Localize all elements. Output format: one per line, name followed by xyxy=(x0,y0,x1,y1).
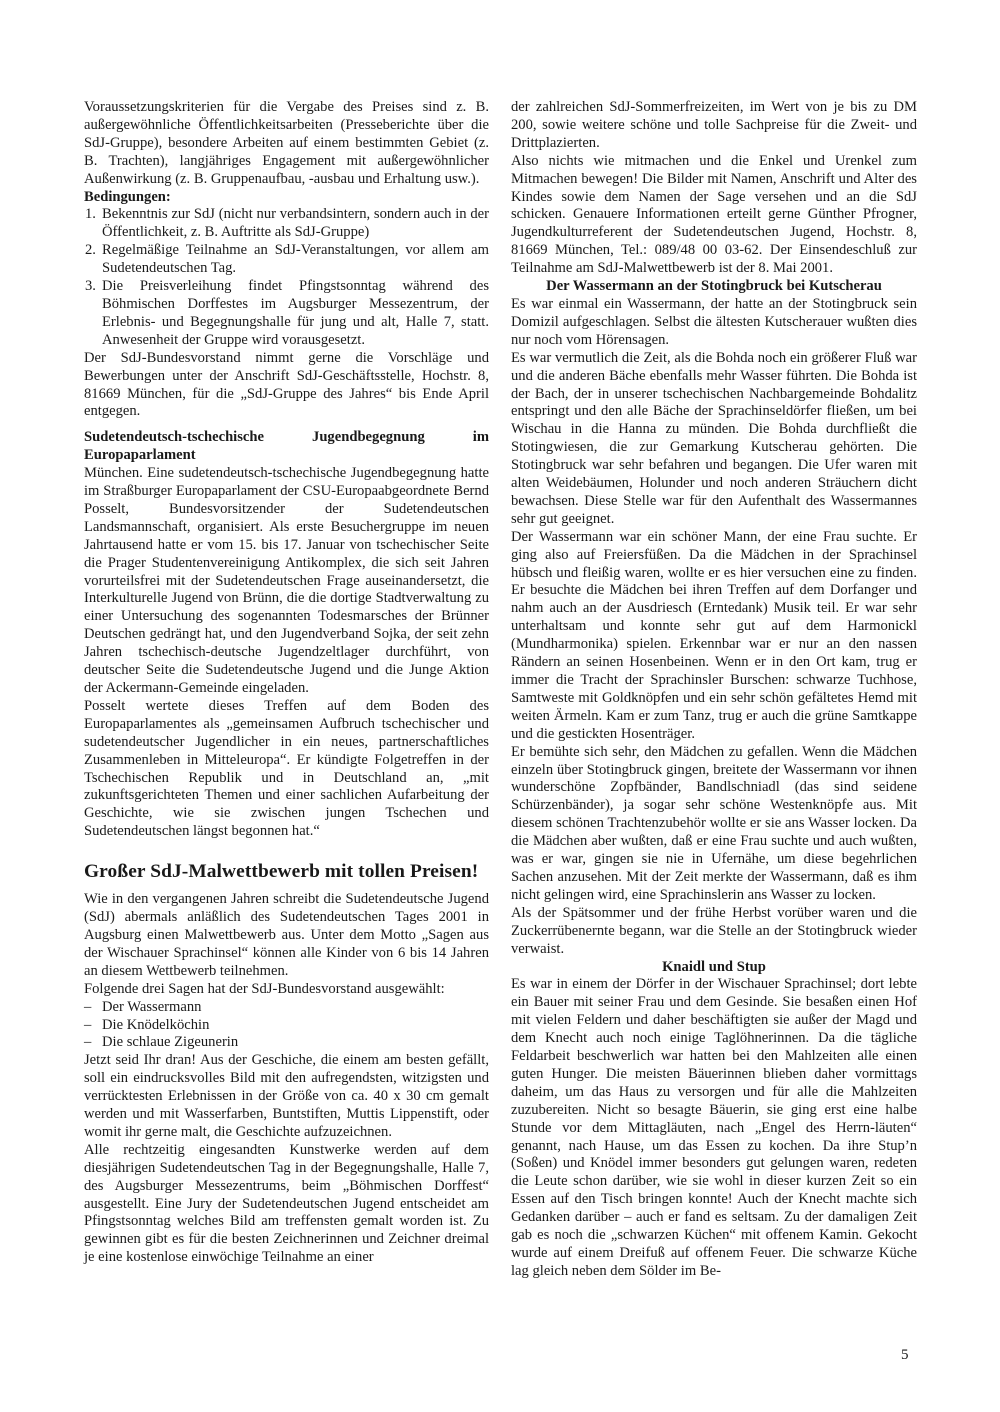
youth-meeting-paragraph: München. Eine sudetendeutsch-tschechische Jugendbegegnung hatte im Straßburger Europaparlament der CSU-Europaabgeordnete Bernd Posselt, Bundesvorsitzender der Sudetendeutschen Landsmannschaft, organisiert. Als erste Besuchergruppe im neuen Jahrtausend hatte er vom 15. bis 17. Januar von tschechischer Seite die Prager Studentenvereinigung Antikomplex, die sich seit Jahren vorurteilsfrei mit der Sudetendeutschen Frage auseinandersetzt, die Interkulturelle Jugend von Brünn, die die dortige Stadtverwaltung zu einer Untersuchung des sogenannten Todesmarsches der Brünner Deutschen gedrängt hat, und den Jugendverband Sojka, der seit zehn Jahren tschechisch-deutsche Jugendzeltlager durchführt, von deutscher Seite die Sudetendeutsche Jugend und die Junge Aktion der Ackermann-Gemeinde eingeladen. xyxy=(84,465,489,696)
conditions-list xyxy=(84,206,489,349)
condition-item xyxy=(84,206,489,242)
condition-text: Bekenntnis zur SdJ (nicht nur verbandsintern, sondern auch in der Öffentlichkeit, z. B. Auftritte als SdJ-Gruppe) xyxy=(102,206,489,241)
saga-paragraph: Es war vermutlich die Zeit, als die Bohda noch ein größerer Fluß war und die anderen Bäche ebenfalls mehr Wasser führten. Die Bohda ist der Bach, der in unserer tschechischen Nachbargemeinde Bohdalitz entspringt und den alle Bäche der Sprachinseldörfer fließen, um bei Wischau in die Hanna zu münden. Die Bohda durchfließt die Stotingwiesen, die zur Gemarkung Kutscherau gehörten. Die Stotingbruck war sehr befahren und begangen. Die Ufer waren mit alten Weidebäumen, Holunder und noch anderen Sträuchern dicht bewachsen. Diese Stelle war für den Aufenthalt des Wassermannes sehr gut geeignet. xyxy=(511,349,917,527)
contest-exhibition-paragraph: Alle rechtzeitig eingesandten Kunstwerke werden auf dem diesjährigen Sudetendeutschen Tag in der Begegnungshalle, Halle 7, des Augsburger Messezentrums, beim „Böhmischen Dorffest“ ausgestellt. Eine Jury der Sudetendeutschen Jugend entscheidet am Pfingstsonntag welches Bild am treffensten gemalt worden ist. Zu gewinnen gibt es für die besten Zeichnerinnen und Zeichner dreimal je eine kostenlose einwöchige Teilnahme an einer xyxy=(84,1141,489,1266)
proposals-paragraph: Der SdJ-Bundesvorstand nimmt gerne die Vorschläge und Bewerbungen unter der Anschrift SdJ-Geschäftsstelle, Hochstr. 8, 81669 München, für die „SdJ-Gruppe des Jahres“ bis Ende April entgegen. xyxy=(84,349,489,420)
painting-contest-heading: Großer SdJ-Malwettbewerb mit tollen Preisen! xyxy=(84,861,479,883)
saga-paragraph: Es war in einem der Dörfer in der Wischauer Sprachinsel; dort lebte ein Bauer mit seiner Frau und dem Gesinde. Sie besaßen einen Hof mit vielen Feldern und daher beschäftigten sie außer der Magd und dem Knecht auch noch einige Taglöhnerinnen. Da die tägliche Feldarbeit beschwerlich war hatten bei den Mahlzeiten alle einen guten Hunger. Die meisten Bäuerinnen blieben daher vormittags daheim, um das Haus zu versorgen und für alle die Mahlzeiten zuzubereiten. Nicht so besagte Bäuerin, sie ging erst eine halbe Stunde vor dem Mittagläuten, nach „Engel des Herrn-läuten“ genannt, nach Hause, um das Essen zu kochen. Da ihre Stup’n (Soßen) und Knödel immer besonders gut gelungen waren, redeten die Leute schon darüber, wie sie wohl in dieser kurzen Zeit so ein Essen auf den Tisch bringen konnte! Auch der Knecht machte sich Gedanken darüber – auch er fand es seltsam. Zu der damaligen Zeit gab es noch die „schwarzen Küchen“ mit offenem Kamin. Gekocht wurde auf einem Dreifuß auf offenem Feuer. Die schwarze Küche lag gleich neben dem Sölder im Be- xyxy=(511,976,917,1279)
saga-list-item xyxy=(84,999,489,1017)
contest-instructions-paragraph: Jetzt seid Ihr dran! Aus der Geschiche, die einem am besten gefällt, soll ein eindrucksvolles Bild mit den aufregendsten, witzigsten und verrücktesten Erlebnissen in der Größe von ca. 40 x 30 cm gemalt werden und mit Wasserfarben, Buntstiften, Muttis Lippenstift, oder womit ihr gerne malt, die Geschichte aufzuzeichnen. xyxy=(84,1052,489,1140)
award-criteria-paragraph: Voraussetzungskriterien für die Vergabe des Preises sind z. B. außergewöhnliche Öffentlichkeitsarbeiten (Presseberichte über die SdJ-Gruppe), besondere Arbeiten auf einem bestimmten Gebiet (z. B. Trachten), langjähriges Engagement mit außergewöhnlicher Außenwirkung (z. B. Gruppenaufbau, -ausbau und Erhaltung usw.). xyxy=(84,99,489,187)
page-number: 5 xyxy=(901,1347,909,1363)
contest-intro-paragraph: Wie in den vergangenen Jahren schreibt die Sudetendeutsche Jugend (SdJ) abermals anläßlich des Sudetendeutschen Tages 2001 in Augsburg einen Malwettbewerb aus. Unter dem Motto „Sagen aus der Wischauer Sprachinsel“ können alle Kinder von 6 bis 14 Jahren an diesem Wettbewerb teilnehmen. xyxy=(84,891,489,979)
saga-paragraph: Der Wassermann war ein schöner Mann, der eine Frau suchte. Er ging also auf Freiersfüßen. Da die Mädchen in der Sprachinsel hübsch und fleißig waren, wollte er es hier versuchen eine zu finden. Er besuchte die Mädchen bei ihren Treffen auf dem Dorfanger und nahm auch an der Ausdriesch (Erntedank) Musik teil. Er war sehr unterhaltsam und konnte sehr gut auf dem Harmonickl (Mundharmonika) spielen. Erkennbar war er nur an den nassen Rändern an seinen Hosenbeinen. Wenn er in den Ort kam, trug er immer die Tracht der Sprachinsler Burschen: schwarze Tuchhose, Samtweste mit Goldknöpfen und ein sehr schön gefältetes Hemd mit weiten Ärmeln. Kam er zum Tanz, trug er auch die grüne Samtkappe und die gestickten Hosenträger. xyxy=(511,528,917,742)
saga-title: Die Knödelköchin xyxy=(102,1016,210,1033)
posselt-paragraph: Posselt wertete dieses Treffen auf dem Boden des Europaparlamentes als „gemeinsamen Aufbruch tschechischer und sudetendeutscher Jugendlicher in ein neues, partnerschaftliches Zusammenleben in Mitteleuropa“. Er kündigte Folgetreffen in der Tschechischen Republik und in Deutschland an, „mit zukunftsgerichteten Themen und einer sachlichen Aufarbeitung der Geschichte, wie sie zwischen jungen Tschechen und Sudetendeutschen längst begonnen hat.“ xyxy=(84,697,489,840)
condition-number: 2. xyxy=(85,242,96,259)
condition-item xyxy=(84,278,489,350)
contest-submission-paragraph: Also nichts wie mitmachen und die Enkel und Urenkel zum Mitmachen bewegen! Die Bilder mit Namen, Anschrift und Alter des Kindes sowie dem Namen der Sage versehen und an die SdJ schicken. Genauere Informationen erteilt gerne Günther Pfrogner, Jugendkulturreferent der Sudetendeutschen Jugend, Hochstr. 8, 81669 München, Tel.: 089/48 00 03-62. Der Einsendeschluß zur Teilnahme am SdJ-Malwettbewerb ist der 8. Mai 2001. xyxy=(511,152,917,277)
wassermann-saga-heading: Der Wassermann an der Stotingbruck bei Kutscherau xyxy=(546,278,882,295)
right-column xyxy=(511,99,917,1281)
saga-title: Die schlaue Zigeunerin xyxy=(102,1034,239,1051)
saga-list xyxy=(84,999,489,1053)
saga-title: Der Wassermann xyxy=(102,998,202,1015)
saga-list-item xyxy=(84,1017,489,1035)
conditions-heading: Bedingungen: xyxy=(84,188,171,205)
dash-marker: – xyxy=(84,1016,92,1033)
condition-text: Regelmäßige Teilnahme an SdJ-Veranstaltungen, vor allem am Sudetendeutschen Tag. xyxy=(102,242,489,277)
condition-number: 1. xyxy=(85,206,96,223)
saga-paragraph: Er bemühte sich sehr, den Mädchen zu gefallen. Wenn die Mädchen einzeln über Stotingbruck gingen, breitete der Wassermann vor ihnen wunderschöne Zopfbänder, Bandlschniadl (das sind seidene Schürzenbänder), ja sogar sehr schöne Westenknöpfe aus. Mit diesem schönen Trachtenzubehör wollte er sie ans Wasser locken. Da die Mädchen aber wußten, daß er eine Frau suchte und auch wußten, was er war, gingen sie nie in Ufernähe, um diese begehrlichen Sachen anzusehen. Mit der Zeit merkte der Wassermann, daß es ihm nicht gelingen wird, eine Sprachinslerin ans Wasser zu locken. xyxy=(511,743,917,903)
condition-item xyxy=(84,242,489,278)
contest-sagas-intro: Folgende drei Sagen hat der SdJ-Bundesvorstand ausgewählt: xyxy=(84,980,445,997)
contest-prizes-paragraph: der zahlreichen SdJ-Sommerfreizeiten, im Wert von je bis zu DM 200, sowie weitere schöne und tolle Sachpreise für die Zweit- und Drittplazierten. xyxy=(511,99,917,151)
saga-list-item xyxy=(84,1034,489,1052)
saga-paragraph: Es war einmal ein Wassermann, der hatte an der Stotingbruck sein Domizil aufgeschlagen. Selbst die ältesten Kutscherauer wußten dies nur noch vom Hörensagen. xyxy=(511,295,917,348)
condition-number: 3. xyxy=(85,278,96,295)
left-column xyxy=(84,99,489,1267)
youth-meeting-heading: Sudetendeutsch-tschechische Jugendbegegnung im Europaparlament xyxy=(84,429,489,464)
knaidl-saga-heading: Knaidl und Stup xyxy=(662,958,766,975)
dash-marker: – xyxy=(84,1034,92,1051)
condition-text: Die Preisverleihung findet Pfingstsonntag während des Böhmischen Dorffestes im Augsburger Messezentrum, der Erlebnis- und Begegnungshalle für jung und alt, Halle 7, statt. Anwesenheit der Gruppe wird vorausgesetzt. xyxy=(102,278,489,348)
dash-marker: – xyxy=(84,998,92,1015)
saga-paragraph: Als der Spätsommer und der frühe Herbst vorüber waren und die Zuckerrübenernte begann, war die Stelle an der Stotingbruck wieder verwaist. xyxy=(511,904,917,957)
